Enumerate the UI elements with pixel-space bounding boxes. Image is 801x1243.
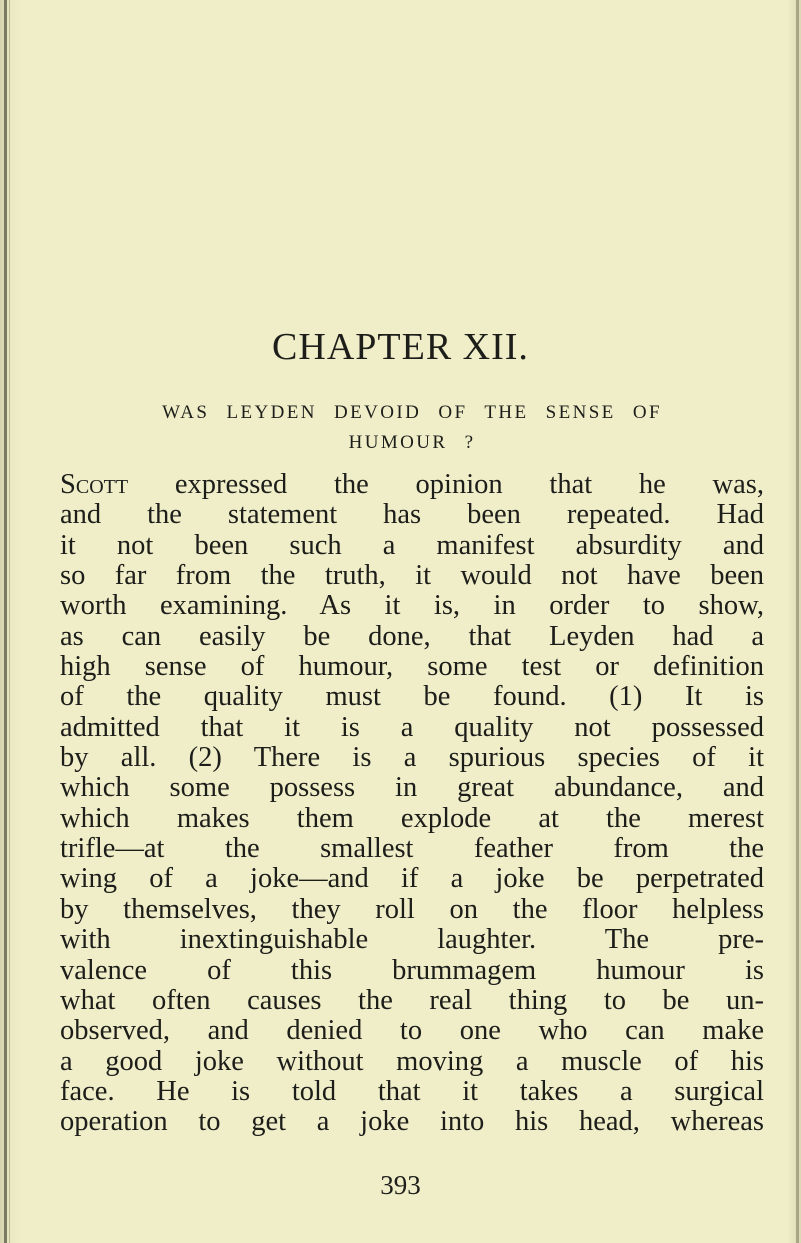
text-line: with inextinguishable laughter. The pre- xyxy=(60,924,764,956)
page-right-edge xyxy=(796,0,799,1243)
subtitle-line-2: HUMOUR ? xyxy=(348,432,476,453)
chapter-title: CHAPTER XII. xyxy=(272,326,529,368)
text-line: which some possess in great abundance, and xyxy=(60,772,764,804)
chapter-subtitle xyxy=(60,398,764,458)
body-paragraph xyxy=(60,470,764,1138)
text-line-content: expressed the opinion that he was, xyxy=(128,469,764,500)
text-line: trifle—at the smallest feather from the xyxy=(60,833,764,865)
subtitle-line-1: WAS LEYDEN DEVOID OF THE SENSE OF xyxy=(162,402,662,423)
page-gutter-line xyxy=(9,0,10,1243)
text-line: which makes them explode at the merest xyxy=(60,802,764,834)
text-line: operation to get a joke into his head, whereas xyxy=(60,1106,764,1138)
text-line: valence of this brummagem humour is xyxy=(60,954,764,986)
text-line xyxy=(60,470,764,500)
text-line: observed, and denied to one who can make xyxy=(60,1015,764,1047)
text-line: so far from the truth, it would not have been xyxy=(60,560,764,592)
text-line: by themselves, they roll on the floor helpless xyxy=(60,893,764,925)
page-number: 393 xyxy=(380,1170,421,1200)
text-line: it not been such a manifest absurdity and xyxy=(60,529,764,561)
text-line: a good joke without moving a muscle of his xyxy=(60,1045,764,1077)
text-line: worth examining. As it is, in order to show, xyxy=(60,590,764,622)
text-line: of the quality must be found. (1) It is xyxy=(60,681,764,713)
text-line: and the statement has been repeated. Had xyxy=(60,499,764,531)
drop-word: Scott xyxy=(60,469,129,500)
text-line: face. He is told that it takes a surgical xyxy=(60,1075,764,1107)
text-line: by all. (2) There is a spurious species of it xyxy=(60,742,764,774)
text-line: what often causes the real thing to be un- xyxy=(60,984,764,1016)
text-line: high sense of humour, some test or definition xyxy=(60,651,764,683)
text-line: admitted that it is a quality not possessed xyxy=(60,711,764,743)
text-line: as can easily be done, that Leyden had a xyxy=(60,620,764,652)
text-line: wing of a joke—and if a joke be perpetrated xyxy=(60,863,764,895)
page-gutter-shadow xyxy=(4,0,7,1243)
